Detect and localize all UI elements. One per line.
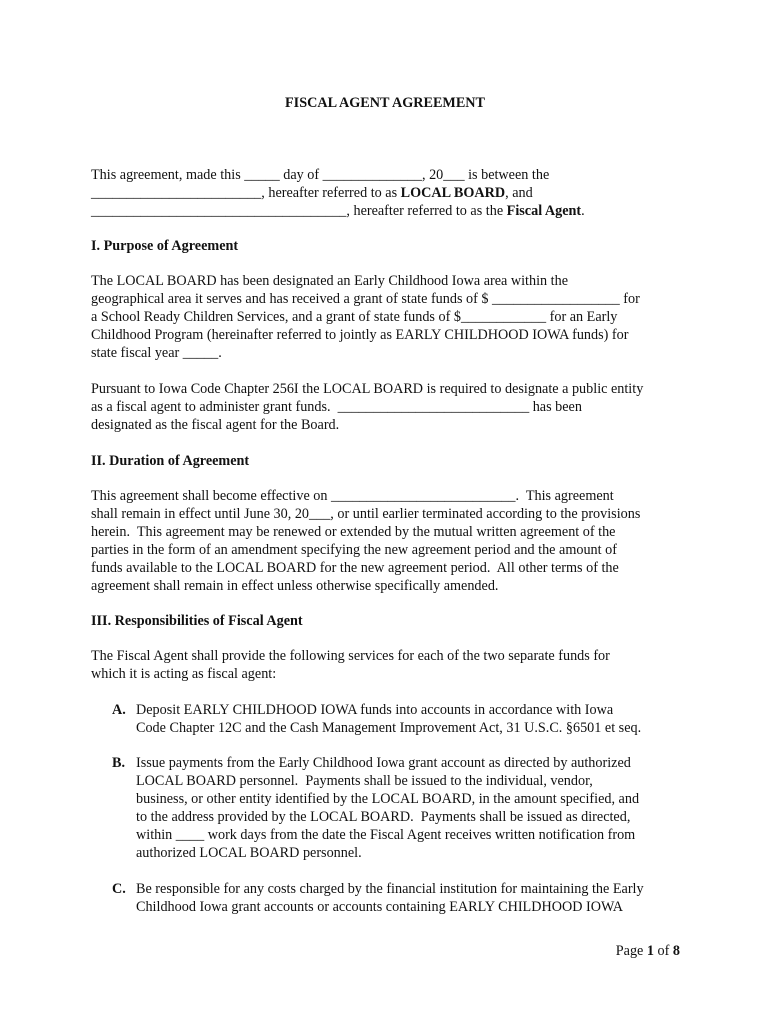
paragraph-line: The Fiscal Agent shall provide the following services for each of the two separate funds for [91,648,610,664]
list-item-line: business, or other entity identified by the LOCAL BOARD, in the amount specified, and [136,791,640,807]
intro-text: , and [505,185,533,201]
list-item-label: A. [112,702,126,718]
list-item-line: authorized LOCAL BOARD personnel. [136,845,362,861]
intro-paragraph [91,166,691,220]
paragraph-line: which it is acting as fiscal agent: [91,666,277,682]
paragraph-line: designated as the fiscal agent for the Board. [91,417,340,433]
paragraph-line: Pursuant to Iowa Code Chapter 256I the LOCAL BOARD is required to designate a public entity [91,381,644,397]
paragraph-line: parties in the form of an amendment specifying the new agreement period and the amount of [91,542,617,558]
paragraph-line: state fiscal year _____. [91,345,222,361]
total-pages: 8 [672,943,680,959]
paragraph-line: This agreement shall become effective on __________________________. This agreement [91,488,614,504]
purpose-paragraph-1 [91,272,691,362]
section-heading-responsibilities: III. Responsibilities of Fiscal Agent [91,613,303,629]
list-item-line: Deposit EARLY CHILDHOOD IOWA funds into accounts in accordance with Iowa [136,702,614,718]
list-item-label: B. [112,755,126,771]
fiscal-agent-term: Fiscal Agent [506,203,582,219]
paragraph-line: agreement shall remain in effect unless otherwise specifically amended. [91,578,499,594]
list-item-line: Childhood Iowa grant accounts or accounts containing EARLY CHILDHOOD IOWA [136,899,624,915]
section-heading-duration: II. Duration of Agreement [91,453,250,469]
list-item-line: LOCAL BOARD personnel. Payments shall be issued to the individual, vendor, [136,773,593,789]
section-heading-purpose: I. Purpose of Agreement [91,238,239,254]
duration-paragraph [91,487,691,595]
intro-line [91,184,691,202]
list-item-line: within ____ work days from the date the Fiscal Agent receives written notification from [136,827,636,843]
intro-text: . [581,203,585,219]
list-item-body [136,754,692,862]
list-item-line: to the address provided by the LOCAL BOARD. Payments shall be issued as directed, [136,809,631,825]
paragraph-line: geographical area it serves and has received a grant of state funds of $ __________________ for [91,291,640,307]
intro-line [91,202,691,220]
list-item-body [136,880,692,916]
paragraph-line: as a fiscal agent to administer grant funds. ___________________________ has been [91,399,582,415]
paragraph-line: The LOCAL BOARD has been designated an Early Childhood Iowa area within the [91,273,568,289]
document-title: FISCAL AGENT AGREEMENT [285,95,485,111]
paragraph-line: shall remain in effect until June 30, 20___, or until earlier terminated according to the provisions [91,506,641,522]
paragraph-line: Childhood Program (hereinafter referred to jointly as EARLY CHILDHOOD IOWA funds) for [91,327,629,343]
current-page: 1 [646,943,654,959]
list-item-body [136,701,692,737]
intro-text: ____________________________________, hereafter referred to as the [91,203,507,219]
intro-text: ________________________, hereafter referred to as [91,185,401,201]
list-item-line: Be responsible for any costs charged by the financial institution for maintaining the Early [136,881,644,897]
list-item-line: Code Chapter 12C and the Cash Management Improvement Act, 31 U.S.C. §6501 et seq. [136,720,642,736]
purpose-paragraph-2 [91,380,691,434]
page-of-label: of [653,943,673,959]
intro-line: This agreement, made this _____ day of ______________, 20___ is between the [91,167,550,183]
list-item-line: Issue payments from the Early Childhood Iowa grant account as directed by authorized [136,755,631,771]
list-item-label: C. [112,881,126,897]
paragraph-line: a School Ready Children Services, and a grant of state funds of $____________ for an Early [91,309,618,325]
paragraph-line: funds available to the LOCAL BOARD for the new agreement period. All other terms of the [91,560,619,576]
local-board-term: LOCAL BOARD [400,185,506,201]
responsibilities-paragraph [91,647,691,683]
page-number [616,942,680,960]
page-label: Page [615,943,647,959]
paragraph-line: herein. This agreement may be renewed or extended by the mutual written agreement of the [91,524,616,540]
